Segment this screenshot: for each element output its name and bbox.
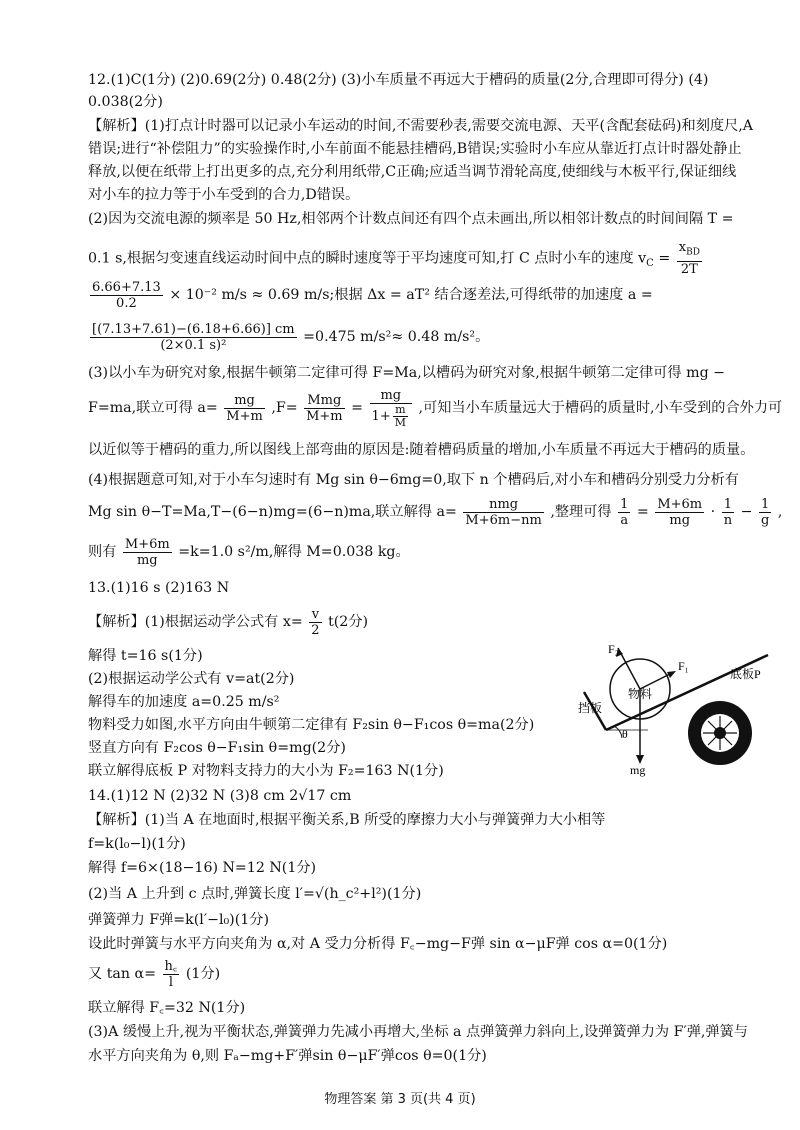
q13-line-7: 联立解得底板 P 对物料支持力的大小为 F₂=163 N(1分) — [88, 763, 444, 779]
q12-part3-3: 以近似等于槽码的重力,所以图线上部弯曲的原因是:随着槽码质量的增加,小车质量不再远大于槽码的质量。 — [88, 442, 755, 458]
fraction-F2: mg 1+ $\frac{m}{M}$ — [370, 388, 412, 429]
fraction-acceleration: $\frac{[(7.13+7.61)-(6.18+6.66)] cm}{\text{(2×0.1 s)²}}$ — [92, 321, 295, 353]
q14-line-4: (2)当 A 上升到 c 点时,弹簧长度 l′=√(h_c²+l²)(1分) — [88, 886, 422, 902]
q13-analysis-1: 【解析】(1)根据运动学公式有 x= $\frac{v}{2}$ t(2分) — [88, 606, 369, 638]
q12-part2-3: $\frac{6.66+7.13}{0.2}$ × 10⁻² m/s ≈ 0.69 m/s;根据 Δx = aT² 结合逐差法,可得纸带的加速度 a = — [92, 279, 653, 311]
label-mg: mg — [630, 763, 646, 777]
q12-analysis-2: 错误;进行“补偿阻力”的实验操作时,小车前面不能悬挂槽码,B错误;实验时小车应从靠近打点计时器处静止 — [88, 141, 742, 157]
fraction-inv-n: $\frac{1}{n}$ — [723, 496, 733, 528]
q12-analysis-4: 对小车的拉力等于小车受到的合力,D错误。 — [88, 187, 360, 203]
f1-arrowhead — [667, 671, 676, 678]
q14-line-6: 设此时弹簧与水平方向夹角为 α,对 A 受力分析得 F꜀−mg−F弹 sin α−μF弹 cos α=0(1分) — [88, 936, 668, 952]
q13-line-5: 物料受力如图,水平方向由牛顿第二定律有 F₂sin θ−F₁cos θ=ma(2分) — [88, 717, 535, 733]
q14-line-5: 弹簧弹力 F弹=k(l′−l₀)(1分) — [88, 912, 270, 928]
q12-part3-2: F=ma,联立可得 a= $\frac{mg}{M+m}$ ,F= $\frac{\text{Mmg}}{M+m}$ = mg 1+ $\frac{m}{M}$ ,可知当小车质量远大于槽码的质量时,小车受到的合外力可 — [88, 387, 783, 429]
fraction-rhs: $\frac{M+6m}{mg}$ — [657, 496, 703, 528]
page-footer: 物理答案 第 3 页(共 4 页) — [324, 1092, 476, 1107]
q14-answers: 14.(1)12 N (2)32 N (3)8 cm 2√17 cm — [88, 788, 352, 804]
fraction-tan: $\frac{h꜀}{l}$ — [164, 958, 178, 990]
q12-analysis-3: 释放,以便在纸带上打出更多的点,充分利用纸带,C正确;应适当调节滑轮高度,使细线与木板平行,保证细线 — [88, 164, 737, 180]
q14-line-9: (3)A 缓慢上升,视为平衡状态,弹簧弹力先减小再增大,坐标 a 点弹簧弹力斜向上,设弹簧弹力为 F′弹,弹簧与 — [88, 1024, 748, 1040]
q12-part2-4: $\frac{[(7.13+7.61)-(6.18+6.66)] cm}{\text{(2×0.1 s)²}}$ =0.475 m/s²≈ 0.48 m/s²。 — [92, 321, 490, 353]
q12-answers-cont: 0.038(2分) — [88, 94, 163, 110]
fraction-k: $\frac{M+6m}{mg}$ — [124, 536, 170, 568]
label-theta: θ — [622, 727, 628, 741]
label-f1: F₁ — [678, 659, 689, 673]
fraction-a1: $\frac{mg}{M+m}$ — [226, 392, 263, 424]
q13-line-6: 竖直方向有 F₂cos θ−F₁sin θ=mg(2分) — [88, 740, 346, 756]
q12-part3-1: (3)以小车为研究对象,根据牛顿第二定律可得 F=Ma,以槽码为研究对象,根据牛顿第二定律可得 mg − — [88, 365, 726, 381]
label-board: 底板P — [730, 667, 761, 681]
q14-line-2: f=k(l₀−l)(1分) — [88, 836, 186, 852]
label-baffle: 挡板 — [578, 701, 603, 715]
q12-part4-2: Mg sin θ−T=Ma,T−(6−n)mg=(6−n)ma,联立解得 a= $\frac{\text{nmg}}{M+6m-nm}$ ,整理可得 $\frac{1}{a}$ = $\frac{M+6m}{mg}$ · $\frac{1}{n}$ − $\frac{1}{g}$ , — [88, 496, 783, 528]
force-diagram — [578, 640, 770, 775]
q12-answers: 12.(1)C(1分) (2)0.69(2分) 0.48(2分) (3)小车质量不再远大于槽码的质量(2分,合理即可得分) (4) — [88, 72, 709, 88]
q14-line-10: 水平方向夹角为 θ,则 Fₐ−mg+F′弹sin θ−μF′弹cos θ=0(1分) — [88, 1048, 487, 1064]
q12-part4-3: 则有 $\frac{M+6m}{mg}$ =k=1.0 s²/m,解得 M=0.038 kg。 — [88, 536, 410, 568]
q14-line-7: 又 tan α= $\frac{h꜀}{l}$ (1分) — [88, 958, 221, 990]
q12-part2-2: 0.1 s,根据匀变速直线运动时间中点的瞬时速度等于平均速度可知,打 C 点时小车的速度 $v_C$ = $\frac{x_{BD}}{2T}$ — [88, 240, 700, 277]
fraction-v2: $\frac{v}{2}$ — [311, 606, 320, 638]
q12-analysis-1: 【解析】(1)打点计时器可以记录小车运动的时间,不需要秒表,需要交流电源、天平(含配套砝码)和刻度尺,A — [88, 118, 754, 134]
q14-line-3: 解得 f=6×(18−16) N=12 N(1分) — [88, 860, 317, 876]
fraction-inv-a: $\frac{1}{a}$ — [620, 496, 629, 528]
q12-part2-1: (2)因为交流电源的频率是 50 Hz,相邻两个计数点间还有四个点未画出,所以相邻计数点的时间间隔 T = — [88, 211, 734, 227]
q13-line-2: 解得 t=16 s(1分) — [88, 648, 203, 664]
theta-arc — [614, 726, 622, 738]
q13-line-4: 解得车的加速度 a=0.25 m/s² — [88, 694, 280, 710]
q14-line-8: 联立解得 F꜀=32 N(1分) — [88, 1000, 246, 1016]
label-material: 物料 — [628, 687, 653, 701]
q13-answers: 13.(1)16 s (2)163 N — [88, 580, 230, 596]
fraction-a4: $\frac{\text{nmg}}{M+6m-nm}$ — [465, 496, 542, 528]
q13-line-3: (2)根据运动学公式有 v=at(2分) — [88, 671, 295, 687]
label-f2: F₂ — [608, 642, 619, 656]
fraction-F1: $\frac{\text{Mmg}}{M+m}$ — [306, 392, 343, 424]
q14-analysis-1: 【解析】(1)当 A 在地面时,根据平衡关系,B 所受的摩擦力大小与弹簧弹力大小相等 — [88, 812, 606, 828]
fraction-vc: $\frac{x_{BD}}{2T}$ — [678, 240, 700, 277]
fraction-velocity: $\frac{6.66+7.13}{0.2}$ — [92, 279, 161, 311]
fraction-inv-g: $\frac{1}{g}$ — [760, 496, 770, 528]
q12-part4-1: (4)根据题意可知,对于小车匀速时有 Mg sin θ−6mg=0,取下 n 个槽码后,对小车和槽码分别受力分析有 — [88, 472, 739, 488]
